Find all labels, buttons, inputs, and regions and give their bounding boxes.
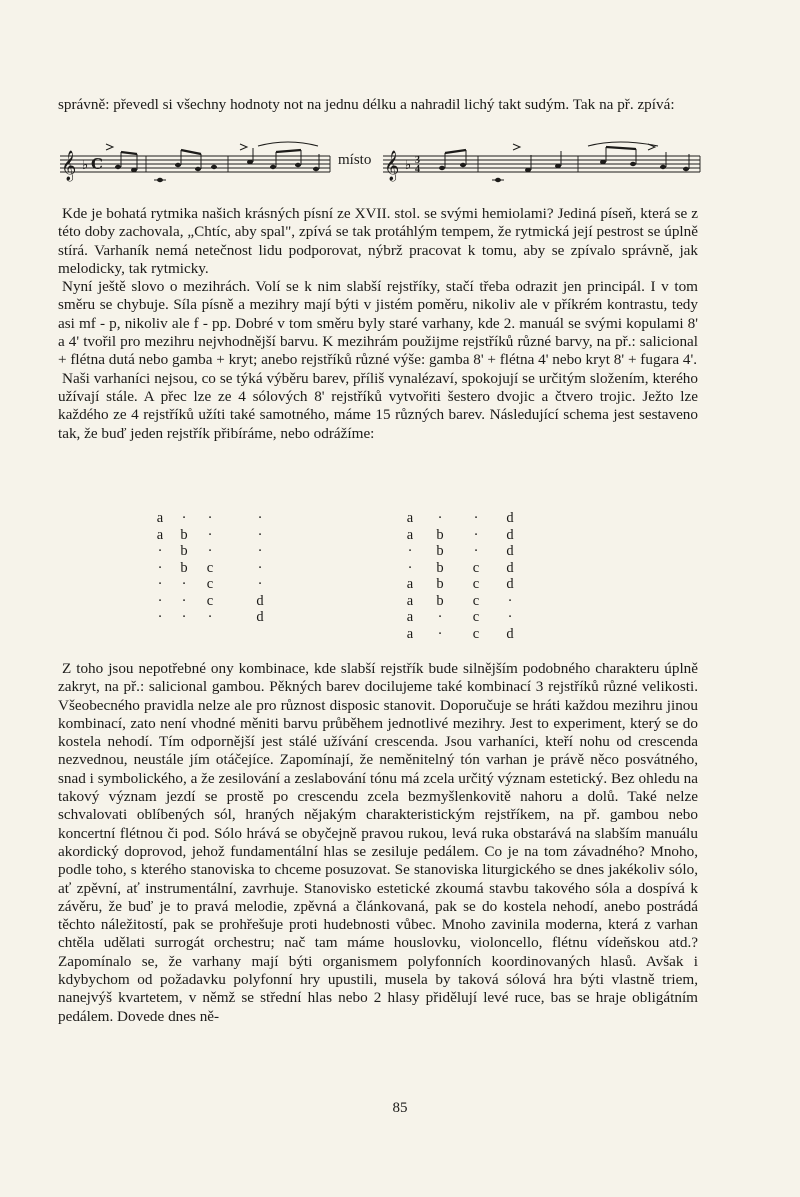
schema-cell: · <box>473 510 479 526</box>
music-staff-icon <box>58 140 703 186</box>
schema-cell: · <box>257 576 263 592</box>
schema-cell: c <box>472 576 480 592</box>
schema-cell: a <box>406 609 414 625</box>
schema-cell: d <box>506 559 514 576</box>
svg-text:3: 3 <box>415 155 420 166</box>
schema-cell: c <box>472 559 480 576</box>
schema-cell: · <box>207 510 213 526</box>
schema-cell: · <box>207 609 213 625</box>
schema-cell: c <box>472 592 480 609</box>
schema-cell: d <box>506 526 514 543</box>
schema-cell: · <box>473 543 479 559</box>
schema-cell: a <box>406 592 414 609</box>
svg-text:♭: ♭ <box>82 158 89 173</box>
schema-cell: b <box>180 543 188 559</box>
schema-cell: b <box>436 526 444 543</box>
schema-cell: · <box>257 526 263 543</box>
paragraph: Naši varhaníci nejsou, co se týká výběru barev, příliš vynalézaví, spokojují se určitým složením, kterého užívají stále. A přec lze ze 4 sólových 8' rejstříků vytvořiti šestero dvojic a čtvero trojic. Ježto lze každého ze 4 rejstříků užíti také samotného, máme 15 různých barev. Následující schema jest sestaveno tak, že buď jeden rejstřík přibíráme, nebo odrážíme: <box>58 369 698 442</box>
schema-cell: b <box>436 576 444 592</box>
svg-text:4: 4 <box>415 164 420 175</box>
schema-cell: a <box>406 625 414 642</box>
schema-cell: d <box>256 592 264 609</box>
schema-cell: a <box>406 526 414 543</box>
schema-cell: a <box>156 526 164 543</box>
schema-cell: · <box>157 609 163 625</box>
schema-cell: a <box>156 510 164 526</box>
music-between-label: místo <box>338 152 372 168</box>
svg-text:𝄞: 𝄞 <box>61 151 77 181</box>
schema-cell: · <box>181 609 187 625</box>
schema-cell: · <box>157 576 163 592</box>
schema-cell: d <box>506 510 514 526</box>
page-number: 85 <box>392 1100 408 1116</box>
schema-cell: · <box>437 609 443 625</box>
schema-cell: · <box>437 625 443 642</box>
paragraph: správně: převedl si všechny hodnoty not na jednu délku a nahradil lichý takt sudým. Tak na př. zpívá: <box>58 96 675 113</box>
intro-text <box>58 96 698 114</box>
svg-text:𝄞: 𝄞 <box>384 151 400 181</box>
schema-cell: · <box>257 543 263 559</box>
schema-cell: · <box>181 576 187 592</box>
schema-cell: · <box>407 543 413 559</box>
schema-cell: · <box>507 609 513 625</box>
paragraph: Z toho jsou nepotřebné ony kombinace, kde slabší rejstřík bude silnějším podobného charakteru úplně zakryt, na př.: salicional gambou. Pěkných barev docilujeme také kombinací 3 rejstříků různé velikosti. Všeobecného pravidla nelze ale pro různost disposic stanovit. Doporučuje se hráti každou mezihru jinou kombinací, zato není vhodné měniti barvu průběhem jednotlivé mezihry. Jest to experiment, který se do kostela nehodí. Tím odpornější jest stálé užívání crescenda. Jsou varhaníci, kteří nohu od crescenda nezvednou, neustále jím otáčejíce. Zapomínají, že neměnitelný tón varhan je právě něco posvátného, snad i symbolického, a že zesilování a zeslabování tónu má zcela určitý význam estetický. Bez ohledu na takový význam jezdí se prostě po crescendu zcela bezmyšlenkovitě nahoru a dolů. Také nelze schvalovati oblíbených sól, hraných nějakým charakteristickým rejstříkem, na př. gambou nebo koncertní flétnou či pod. Sólo hrává se obyčejně pravou rukou, levá ruka obstarává na slabším manuálu akordický doprovod, jehož fundamentální hlas se zesiluje pedálem. Co je na tom závadného? Mnoho, podle toho, s kterého stanoviska to chceme posuzovat. Se stanoviska liturgického se dnes jakékoliv sólo, ať zpěvní, ať instrumentální, zavrhuje. Stanovisko estetické zkoumá stavbu takového sóla a dospívá k závěru, že buď je to pravá melodie, zpěvná a článkovaná, pak se do kostela nehodí, anebo postrádá těchto náležitostí, pak se prohřešuje proti hudebnosti vůbec. Mnoho zavinila moderna, která z varhan chtěla udělati surrogát orchestru; nač tam máme houslovku, violoncello, flétnu vídeňskou atd.? Zapomínalo se, že varhany mají býti organismem polyfonních koordinovaných hlasů. Avšak i kdybychom od požadavku polyfonní hry upustili, musela by taková sólová hra býti vlastně triem, nanejvýš kvartetem, v němž se střední hlas nebo 2 hlasy přidělují levé ruce, bas se hraje obligátním pedálem. Dovede dnes ně- <box>58 660 698 1025</box>
schema-cell: a <box>406 576 414 592</box>
schema-cell: c <box>472 609 480 625</box>
schema-cell: d <box>506 625 514 642</box>
body-text-1 <box>58 205 698 443</box>
schema-cell: b <box>436 592 444 609</box>
schema-cell: c <box>472 625 480 642</box>
svg-text:C: C <box>91 155 103 173</box>
schema-cell: · <box>181 592 187 609</box>
register-schema <box>150 510 530 650</box>
paragraph: Nyní ještě slovo o mezihrách. Volí se k nim slabší rejstříky, stačí třeba odrazit jen principál. I v tom směru se chybuje. Síla písně a mezihry mají býti v jistém poměru, nikoliv ale v příkrém kontrastu, tedy asi mf - p, nikoliv ale f - pp. Dobré v tom směru byly staré varhany, kde 2. manuál se svými kopulami 8' a 4' tvořil pro mezihru nejvhodnější barvu. K mezihrám použijme rejstříků různé barvy, na př.: salicional + flétna dutá nebo gamba + kryt; anebo rejstříků různé výše: gamba 8' + flétna 4' nebo kryt 8' + fugara 4'. <box>58 278 698 369</box>
schema-cell: d <box>506 576 514 592</box>
schema-cell: · <box>157 592 163 609</box>
schema-cell: · <box>207 543 213 559</box>
schema-cell: b <box>180 559 188 576</box>
schema-cell: · <box>257 510 263 526</box>
music-example <box>58 140 703 186</box>
schema-cell: · <box>181 510 187 526</box>
schema-cell: · <box>407 559 413 576</box>
schema-cell: · <box>473 526 479 543</box>
schema-cell: b <box>436 543 444 559</box>
body-text-2 <box>58 660 698 1026</box>
schema-cell: c <box>206 592 214 609</box>
schema-cell: b <box>180 526 188 543</box>
schema-cell: c <box>206 559 214 576</box>
schema-cell: d <box>256 609 264 625</box>
schema-cell: · <box>257 559 263 576</box>
schema-cell: a <box>406 510 414 526</box>
schema-cell: · <box>157 543 163 559</box>
svg-text:♭: ♭ <box>405 158 412 173</box>
schema-cell: d <box>506 543 514 559</box>
schema-cell: · <box>207 526 213 543</box>
paragraph: Kde je bohatá rytmika našich krásných písní ze XVII. stol. se svými hemiolami? Jediná píseň, která se z této doby zachovala, „Chtíc, aby spal", zpívá se tak protáhlým tempem, že rytmická její pestrost se úplně stírá. Varhaník nemá netečnost lidu podporovat, nýbrž pracovat k tomu, aby se zpívalo správně, jak melodicky, tak rytmicky. <box>58 205 698 277</box>
schema-cell: · <box>157 559 163 576</box>
schema-cell: · <box>437 510 443 526</box>
schema-cell: · <box>507 592 513 609</box>
schema-cell: c <box>206 576 214 592</box>
schema-cell: b <box>436 559 444 576</box>
